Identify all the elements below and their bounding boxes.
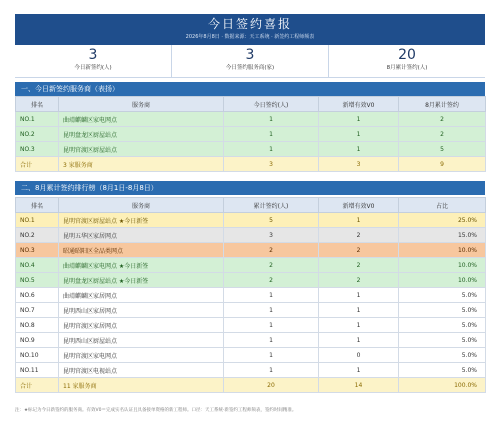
monthly-ranking-table [15,197,486,393]
cell-provider: 11 家服务商 [59,378,224,393]
cell-v0: 1 [319,318,399,333]
cell-rank: NO.3 [16,142,59,157]
cell-rank: 合计 [16,378,59,393]
report-title: 今日签约喜报 [207,17,292,31]
cell-pct: 25.0% [399,213,486,228]
col-total: 累计签约(人) [224,198,319,213]
cell-provider: 昆明官渡区家电网点 [59,348,224,363]
col-rank: 排名 [16,198,59,213]
cell-v0: 1 [319,288,399,303]
table-header-row [16,97,486,112]
cell-pct: 5.0% [399,318,486,333]
cell-rank: NO.1 [16,213,59,228]
cell-v0: 2 [319,228,399,243]
cell-today: 1 [224,127,319,142]
stat-value: 20 [398,47,416,63]
cell-pct: 5.0% [399,333,486,348]
cell-total: 2 [224,258,319,273]
section1-title: 一、今日新签约服务商（表扬） [15,82,485,96]
stat-label: 今日签约服务商(家) [225,65,275,71]
table-row [16,142,486,157]
summary-stats [15,45,485,78]
table-row [16,348,486,363]
table-row [16,333,486,348]
cell-v0: 2 [319,258,399,273]
col-provider: 服务商 [59,97,224,112]
cell-pct: 100.0% [399,378,486,393]
cell-provider: 昆明盘龙区厨屋站点 ★今日新签 [59,273,224,288]
cell-v0: 1 [319,363,399,378]
cell-v0: 14 [319,378,399,393]
table-row [16,318,486,333]
cell-today: 1 [224,142,319,157]
cell-rank: NO.5 [16,273,59,288]
table-row [16,303,486,318]
table-row [16,288,486,303]
cell-total: 3 [224,228,319,243]
cell-total: 20 [224,378,319,393]
cell-total: 2 [224,273,319,288]
cell-total: 1 [224,303,319,318]
cell-rank: NO.7 [16,303,59,318]
cell-v0: 1 [319,303,399,318]
cell-rank: 合计 [16,157,59,172]
cell-rank: NO.2 [16,228,59,243]
report-header [15,14,485,45]
stat-today-signed [15,45,172,77]
cell-pct: 5.0% [399,288,486,303]
table-row [16,228,486,243]
cell-v0: 2 [319,243,399,258]
cell-month: 2 [399,127,486,142]
col-month: 8月累计签约 [399,97,486,112]
table-row [16,213,486,228]
table-row [16,243,486,258]
cell-rank: NO.6 [16,288,59,303]
cell-month: 2 [399,112,486,127]
cell-total: 1 [224,348,319,363]
cell-total: 1 [224,288,319,303]
col-v0: 新增有效V0 [319,97,399,112]
table-row [16,127,486,142]
cell-v0: 0 [319,348,399,363]
cell-month: 9 [399,157,486,172]
cell-total: 2 [224,243,319,258]
cell-v0: 2 [319,273,399,288]
cell-provider: 3 家服务商 [59,157,224,172]
cell-v0: 3 [319,157,399,172]
cell-pct: 5.0% [399,363,486,378]
cell-rank: NO.3 [16,243,59,258]
stat-value: 3 [88,47,98,63]
col-pct: 占比 [399,198,486,213]
table-row [16,258,486,273]
cell-provider: 昆明五华区家居网点 [59,228,224,243]
stat-month-signed [329,45,485,77]
cell-provider: 昆明官渡区电视站点 [59,363,224,378]
table-row [16,273,486,288]
cell-pct: 15.0% [399,228,486,243]
table-total-row [16,378,486,393]
col-rank: 排名 [16,97,59,112]
cell-provider: 昆明西山区家居网点 [59,303,224,318]
cell-rank: NO.10 [16,348,59,363]
cell-v0: 1 [319,112,399,127]
cell-rank: NO.8 [16,318,59,333]
cell-today: 1 [224,112,319,127]
cell-provider: 曲靖麒麟区家电网点 ★今日新签 [59,258,224,273]
cell-rank: NO.2 [16,127,59,142]
cell-v0: 1 [319,213,399,228]
cell-rank: NO.9 [16,333,59,348]
cell-provider: 昆明官渡区家居网点 [59,318,224,333]
cell-v0: 1 [319,127,399,142]
col-provider: 服务商 [59,198,224,213]
table-row [16,363,486,378]
cell-month: 5 [399,142,486,157]
stat-value: 3 [245,47,255,63]
today-signing-table [15,96,486,172]
cell-rank: NO.1 [16,112,59,127]
cell-provider: 昭通昭阳区全品类网点 [59,243,224,258]
cell-provider: 昆明官渡区厨屋站点 ★今日新签 [59,213,224,228]
cell-total: 1 [224,363,319,378]
cell-provider: 昆明西山区厨屋站点 [59,333,224,348]
cell-total: 1 [224,318,319,333]
cell-pct: 5.0% [399,303,486,318]
cell-rank: NO.4 [16,258,59,273]
cell-today: 3 [224,157,319,172]
cell-total: 1 [224,333,319,348]
stat-label: 今日新签约(人) [74,65,112,71]
stat-label: 8月累计签约(人) [386,65,428,71]
stat-today-providers [172,45,329,77]
col-v0: 新增有效V0 [319,198,399,213]
cell-provider: 曲靖麒麟区家电网点 [59,112,224,127]
cell-pct: 10.0% [399,273,486,288]
cell-pct: 10.0% [399,258,486,273]
cell-total: 5 [224,213,319,228]
cell-pct: 5.0% [399,348,486,363]
cell-pct: 10.0% [399,243,486,258]
report-subtitle: 2026年8月8日 · 数据来源：天工系统 · 新签约工程师频表 [185,34,315,40]
col-today: 今日签约(人) [224,97,319,112]
section2-title: 二、8月累计签约排行榜（8月1日-8月8日） [15,181,485,195]
table-total-row [16,157,486,172]
table-row [16,112,486,127]
cell-rank: NO.11 [16,363,59,378]
cell-provider: 昆明官渡区厨屋站点 [59,142,224,157]
table-header-row [16,198,486,213]
cell-provider: 曲靖麒麟区家居网点 [59,288,224,303]
cell-v0: 1 [319,333,399,348]
cell-v0: 1 [319,142,399,157]
footnote: 注：★标记为今日新签约的服务商。有效V0＝完成实名认证且具备接单资格的新工程师。口径：天工系统·新签约工程师频表，签约时间精准。 [15,408,297,413]
cell-provider: 昆明盘龙区厨屋站点 [59,127,224,142]
